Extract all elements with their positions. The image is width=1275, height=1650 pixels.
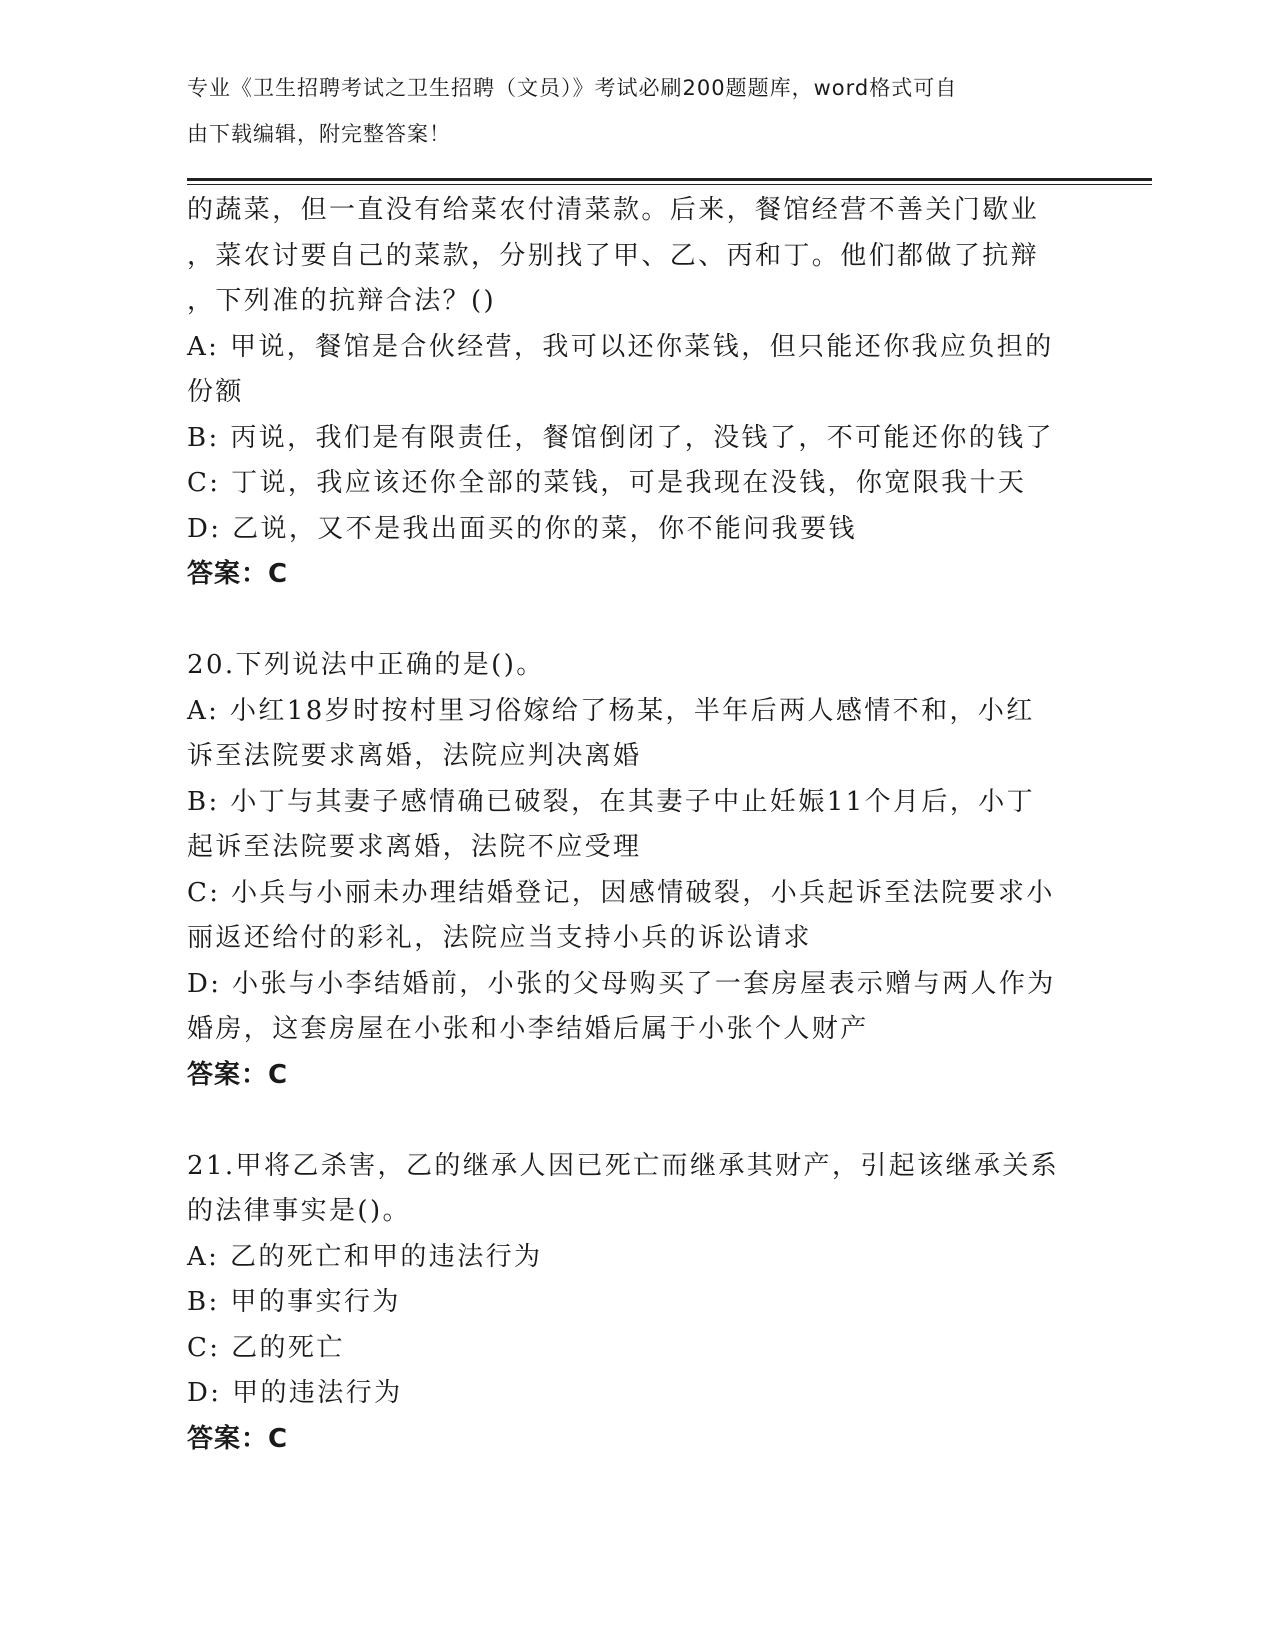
option-b: B: 丙说，我们是有限责任，餐馆倒闭了，没钱了，不可能还你的钱了 bbox=[187, 422, 1054, 453]
question-text-line: ，菜农讨要自己的菜款，分别找了甲、乙、丙和丁。他们都做了抗辩 bbox=[187, 240, 1040, 271]
document-header bbox=[187, 72, 1067, 163]
question-21 bbox=[187, 1144, 1087, 1463]
option-a-cont: 诉至法院要求离婚，法院应判决离婚 bbox=[187, 741, 642, 771]
option-b-cont: 起诉至法院要求离婚，法院不应受理 bbox=[187, 832, 642, 862]
option-d: D: 甲的违法行为 bbox=[187, 1378, 403, 1408]
question-text-line: ，下列准的抗辩合法？() bbox=[187, 286, 497, 316]
option-b: B: 甲的事实行为 bbox=[187, 1287, 401, 1317]
question-text-cont: 的法律事实是()。 bbox=[187, 1196, 411, 1226]
option-d: D: 小张与小李结婚前，小张的父母购买了一套房屋表示赠与两人作为 bbox=[187, 968, 1056, 999]
option-c: C: 小兵与小丽未办理结婚登记，因感情破裂，小兵起诉至法院要求小 bbox=[187, 877, 1055, 908]
document-body bbox=[187, 188, 1087, 1462]
answer: 答案：C bbox=[187, 1059, 289, 1090]
option-a: A: 甲说，餐馆是合伙经营，我可以还你菜钱，但只能还你我应负担的 bbox=[187, 331, 1054, 362]
option-c-cont: 丽返还给付的彩礼，法院应当支持小兵的诉讼请求 bbox=[187, 923, 812, 953]
option-b: B: 小丁与其妻子感情确已破裂，在其妻子中止妊娠11个月后，小丁 bbox=[187, 786, 1036, 817]
header-line-2: 由下载编辑，附完整答案！ bbox=[187, 121, 451, 146]
question-spacer bbox=[187, 1098, 1087, 1144]
question-text-line: 的蔬菜，但一直没有给菜农付清菜款。后来，餐馆经营不善关门歇业 bbox=[187, 195, 1040, 225]
answer: 答案：C bbox=[187, 559, 289, 589]
option-c: C: 丁说，我应该还你全部的菜钱，可是我现在没钱，你宽限我十天 bbox=[187, 468, 1027, 498]
header-rule-thick bbox=[187, 178, 1152, 181]
header-rule-thin bbox=[187, 184, 1152, 185]
option-a: A: 小红18岁时按村里习俗嫁给了杨某，半年后两人感情不和，小红 bbox=[187, 695, 1035, 726]
question-19-continuation bbox=[187, 188, 1087, 598]
option-c: C: 乙的死亡 bbox=[187, 1332, 345, 1363]
question-text: 20.下列说法中正确的是()。 bbox=[187, 650, 545, 680]
question-spacer bbox=[187, 598, 1087, 644]
question-text: 21.甲将乙杀害，乙的继承人因已死亡而继承其财产，引起该继承关系 bbox=[187, 1150, 1060, 1181]
answer: 答案：C bbox=[187, 1423, 289, 1454]
option-a-cont: 份额 bbox=[187, 377, 244, 407]
header-line-1: 专业《卫生招聘考试之卫生招聘（文员）》考试必刷200题题库，word格式可自 bbox=[187, 76, 958, 100]
option-a: A: 乙的死亡和甲的违法行为 bbox=[187, 1241, 543, 1272]
question-20 bbox=[187, 643, 1087, 1098]
option-d-cont: 婚房，这套房屋在小张和小李结婚后属于小张个人财产 bbox=[187, 1014, 869, 1044]
option-d: D: 乙说，又不是我出面买的你的菜，你不能问我要钱 bbox=[187, 513, 857, 544]
